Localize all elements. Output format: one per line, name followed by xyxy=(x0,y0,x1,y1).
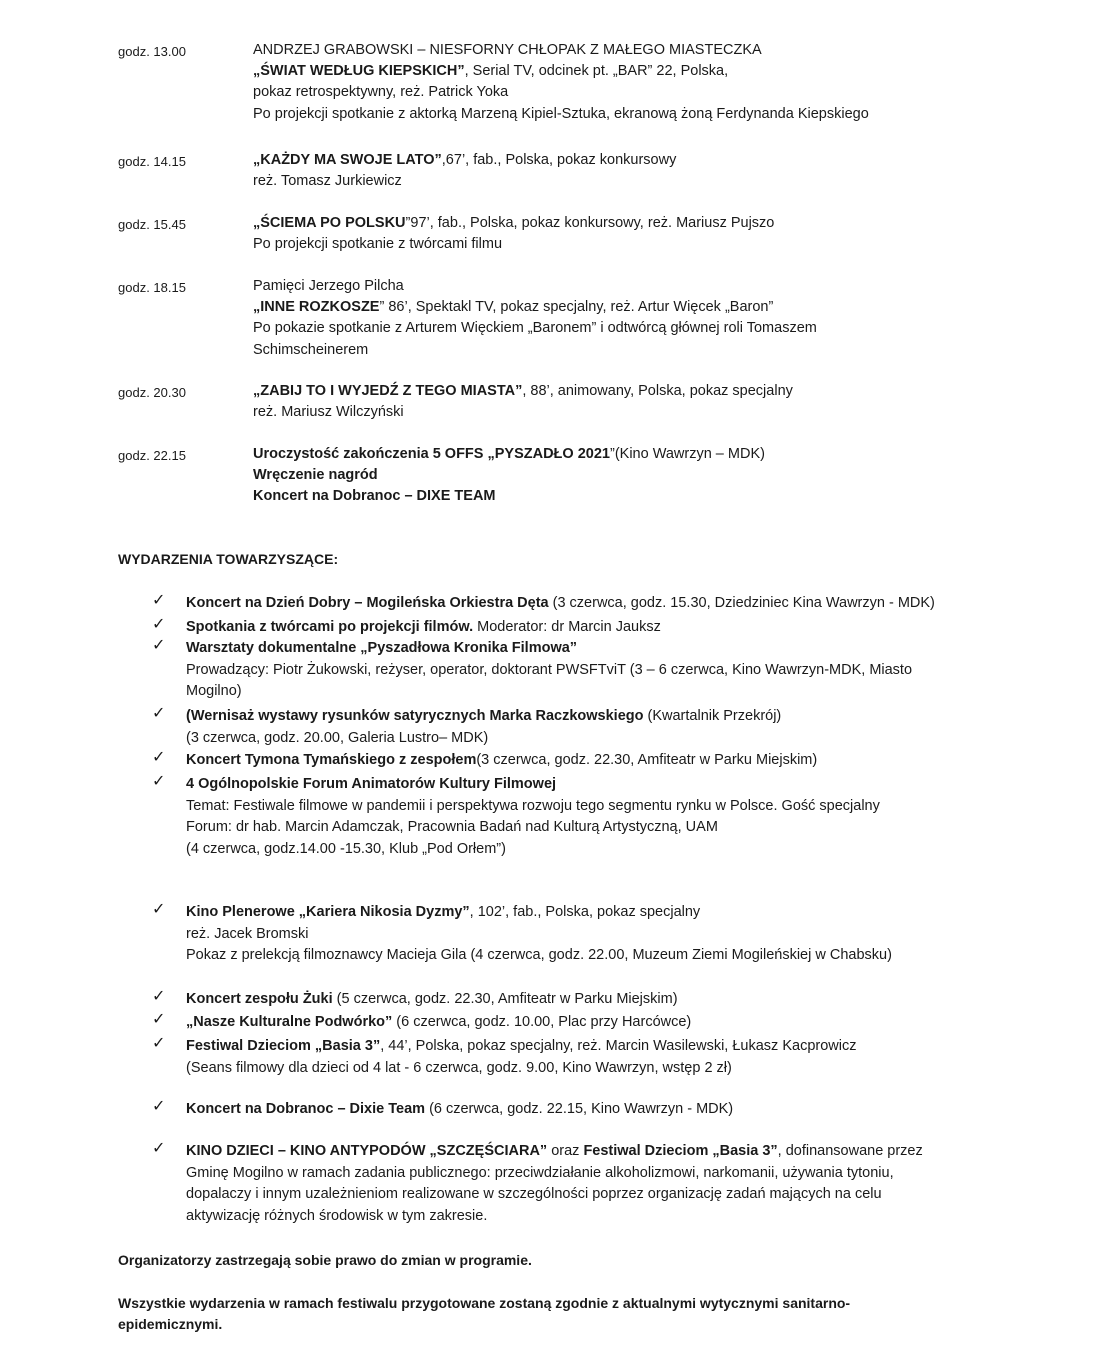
screening-time: godz. 22.15 xyxy=(118,448,186,463)
checkmark-icon: ✓ xyxy=(152,771,166,790)
text: Po projekcji spotkanie z aktorką Marzeną Kipiel-Sztuka, ekranową żoną Ferdynanda Kiepskiego xyxy=(253,105,869,122)
event-line xyxy=(186,752,817,768)
event-line xyxy=(186,683,242,699)
text: Pokaz z prelekcją filmoznawcy Macieja Gila (4 czerwca, godz. 22.00, Muzeum Ziemi Mogileńskiej w Chabsku) xyxy=(186,947,892,963)
bold-text: Warsztaty dokumentalne „Pyszadłowa Kronika Filmowa” xyxy=(186,640,578,656)
footer-note-sanitary-line1: Wszystkie wydarzenia w ramach festiwalu przygotowane zostaną zgodnie z aktualnymi wytycznymi sanitarno- xyxy=(118,1295,851,1311)
event-line xyxy=(186,1165,894,1181)
bold-text: „ŚWIAT WEDŁUG KIEPSKICH” xyxy=(253,63,465,80)
bold-text: (Wernisaż wystawy rysunków satyrycznych Marka Raczkowskiego xyxy=(186,708,644,724)
text: Forum: dr hab. Marcin Adamczak, Pracownia Badań nad Kulturą Artystyczną, UAM xyxy=(186,819,718,835)
text: (3 czerwca, godz. 15.30, Dziedziniec Kina Wawrzyn - MDK) xyxy=(548,595,935,611)
schedule-line xyxy=(253,173,402,189)
bold-text: „ZABIJ TO I WYJEDŹ Z TEGO MIASTA” xyxy=(253,383,523,399)
text: Po pokazie spotkanie z Arturem Więckiem „Baronem” i odtwórcą głównej roli Tomaszem xyxy=(253,320,817,337)
schedule-line xyxy=(253,404,404,420)
event-line xyxy=(186,619,661,635)
bold-text: Koncert na Dobranoc – Dixie Team xyxy=(186,1101,426,1117)
event-line xyxy=(186,819,718,835)
checkmark-icon: ✓ xyxy=(152,614,166,633)
bold-text: Festiwal Dzieciom „Basia 3” xyxy=(583,1143,778,1159)
text: Pamięci Jerzego Pilcha xyxy=(253,278,404,294)
footer-note-changes: Organizatorzy zastrzegają sobie prawo do zmian w programie. xyxy=(118,1252,532,1268)
schedule-line xyxy=(253,215,774,231)
footer-note-sanitary-line2: epidemicznymi. xyxy=(118,1316,223,1332)
screening-time: godz. 20.30 xyxy=(118,385,186,400)
checkmark-icon: ✓ xyxy=(152,635,166,654)
schedule-line xyxy=(253,106,869,122)
screening-time: godz. 18.15 xyxy=(118,280,186,295)
bold-text: Wręczenie nagród xyxy=(253,467,378,484)
checkmark-icon: ✓ xyxy=(152,1138,166,1157)
text: (4 czerwca, godz.14.00 -15.30, Klub „Pod Orłem”) xyxy=(186,840,506,857)
checkmark-icon: ✓ xyxy=(152,590,166,609)
text: reż. Jacek Bromski xyxy=(186,925,309,942)
text: Moderator: dr Marcin Jauksz xyxy=(473,619,661,635)
text: , Serial TV, odcinek pt. „BAR” 22, Polska, xyxy=(464,63,729,80)
text: (3 czerwca, godz. 20.00, Galeria Lustro– MDK) xyxy=(186,729,489,746)
text: ,67’, fab., Polska, pokaz konkursowy xyxy=(441,152,677,168)
text: Po projekcji spotkanie z twórcami filmu xyxy=(253,236,503,253)
schedule-line xyxy=(253,42,762,58)
event-line xyxy=(186,1143,923,1159)
event-line xyxy=(186,776,556,792)
event-line xyxy=(186,841,506,857)
text: Mogilno) xyxy=(186,683,242,699)
schedule-line xyxy=(253,152,676,168)
bold-text: „KAŻDY MA SWOJE LATO” xyxy=(253,152,442,168)
text: (Kwartalnik Przekrój) xyxy=(643,708,782,724)
event-line xyxy=(186,926,308,942)
text: dopalaczy i innym uzależnieniom realizowane w szczególności poprzez organizację zadań mających na celu xyxy=(186,1186,882,1202)
text: ” 86’, Spektakl TV, pokaz specjalny, reż. Artur Więcek „Baron” xyxy=(379,299,774,316)
bold-text: 4 Ogólnopolskie Forum Animatorów Kultury Filmowej xyxy=(186,776,557,792)
event-line xyxy=(186,1208,487,1224)
screening-time: godz. 13.00 xyxy=(118,44,186,59)
schedule-line xyxy=(253,299,773,315)
event-line xyxy=(186,1014,691,1030)
event-line xyxy=(186,991,678,1007)
text: pokaz retrospektywny, reż. Patrick Yoka xyxy=(253,84,509,101)
schedule-line xyxy=(253,488,496,504)
bold-text: Koncert zespołu Żuki xyxy=(186,991,333,1007)
checkmark-icon: ✓ xyxy=(152,986,166,1005)
text: oraz xyxy=(547,1143,584,1159)
bold-text: Koncert na Dobranoc – DIXE TEAM xyxy=(253,488,496,505)
text: (6 czerwca, godz. 10.00, Plac przy Harcówce) xyxy=(392,1014,692,1030)
text: (3 czerwca, godz. 22.30, Amfiteatr w Parku Miejskim) xyxy=(476,752,818,768)
schedule-line xyxy=(253,84,508,100)
bold-text: KINO DZIECI – KINO ANTYPODÓW „SZCZĘŚCIARA” xyxy=(186,1143,548,1159)
bold-text: Kino Plenerowe „Kariera Nikosia Dyzmy” xyxy=(186,904,470,920)
event-line xyxy=(186,1060,732,1076)
text: , dofinansowane przez xyxy=(777,1143,923,1159)
text: Schimscheinerem xyxy=(253,341,369,358)
event-line xyxy=(186,1101,733,1117)
bold-text: Koncert na Dzień Dobry – Mogileńska Orkiestra Dęta xyxy=(186,595,549,611)
event-line xyxy=(186,947,892,963)
event-line xyxy=(186,1186,882,1202)
schedule-line xyxy=(253,278,404,294)
schedule-line xyxy=(253,446,765,462)
text: Temat: Festiwale filmowe w pandemii i perspektywa rozwoju tego segmentu rynku w Polsce. Gość specjalny xyxy=(186,797,880,814)
schedule-line xyxy=(253,342,368,358)
text: ”(Kino Wawrzyn – MDK) xyxy=(609,446,765,462)
bold-text: „Nasze Kulturalne Podwórko” xyxy=(186,1014,393,1030)
event-line xyxy=(186,1038,856,1054)
schedule-line xyxy=(253,236,502,252)
screening-time: godz. 14.15 xyxy=(118,154,186,169)
text: (5 czerwca, godz. 22.30, Amfiteatr w Parku Miejskim) xyxy=(332,991,678,1007)
event-line xyxy=(186,730,488,746)
bold-text: Uroczystość zakończenia 5 OFFS „PYSZADŁO 2021 xyxy=(253,446,610,462)
screening-time: godz. 15.45 xyxy=(118,217,186,232)
text: ”97’, fab., Polska, pokaz konkursowy, reż. Mariusz Pujszo xyxy=(405,215,775,231)
event-line xyxy=(186,640,577,656)
text: Prowadzący: Piotr Żukowski, reżyser, operator, doktorant PWSFTviT (3 – 6 czerwca, Kino Wawrzyn-MDK, Miasto xyxy=(186,661,913,678)
text: ANDRZEJ GRABOWSKI – NIESFORNY CHŁOPAK Z MAŁEGO MIASTECZKA xyxy=(253,42,762,58)
text: , 102’, fab., Polska, pokaz specjalny xyxy=(469,904,701,920)
text: (Seans filmowy dla dzieci od 4 lat - 6 czerwca, godz. 9.00, Kino Wawrzyn, wstęp 2 zł) xyxy=(186,1059,732,1076)
bold-text: „INNE ROZKOSZE xyxy=(253,299,380,316)
events-heading: WYDARZENIA TOWARZYSZĄCE: xyxy=(118,551,339,567)
event-line xyxy=(186,662,912,678)
checkmark-icon: ✓ xyxy=(152,1033,166,1052)
bold-text: Festiwal Dzieciom „Basia 3” xyxy=(186,1038,381,1054)
text: reż. Tomasz Jurkiewicz xyxy=(253,173,402,190)
schedule-line xyxy=(253,467,378,483)
text: , 88’, animowany, Polska, pokaz specjalny xyxy=(522,383,793,399)
bold-text: „ŚCIEMA PO POLSKU xyxy=(253,215,406,231)
text: reż. Mariusz Wilczyński xyxy=(253,404,404,421)
text: , 44’, Polska, pokaz specjalny, reż. Marcin Wasilewski, Łukasz Kacprowicz xyxy=(380,1038,857,1054)
bold-text: Koncert Tymona Tymańskiego z zespołem xyxy=(186,752,477,768)
text: (6 czerwca, godz. 22.15, Kino Wawrzyn - MDK) xyxy=(425,1101,734,1117)
bold-text: Spotkania z twórcami po projekcji filmów. xyxy=(186,619,474,635)
checkmark-icon: ✓ xyxy=(152,1009,166,1028)
text: Gminę Mogilno w ramach zadania publicznego: przeciwdziałanie alkoholizmowi, narkomanii, używania tytoniu, xyxy=(186,1164,894,1181)
schedule-line xyxy=(253,63,728,79)
checkmark-icon: ✓ xyxy=(152,1096,166,1115)
event-line xyxy=(186,904,700,920)
schedule-line xyxy=(253,383,793,399)
text: aktywizację różnych środowisk w tym zakresie. xyxy=(186,1207,488,1224)
event-line xyxy=(186,798,880,814)
event-line xyxy=(186,595,935,611)
event-line xyxy=(186,708,781,724)
checkmark-icon: ✓ xyxy=(152,747,166,766)
checkmark-icon: ✓ xyxy=(152,703,166,722)
schedule-line xyxy=(253,320,817,336)
checkmark-icon: ✓ xyxy=(152,899,166,918)
